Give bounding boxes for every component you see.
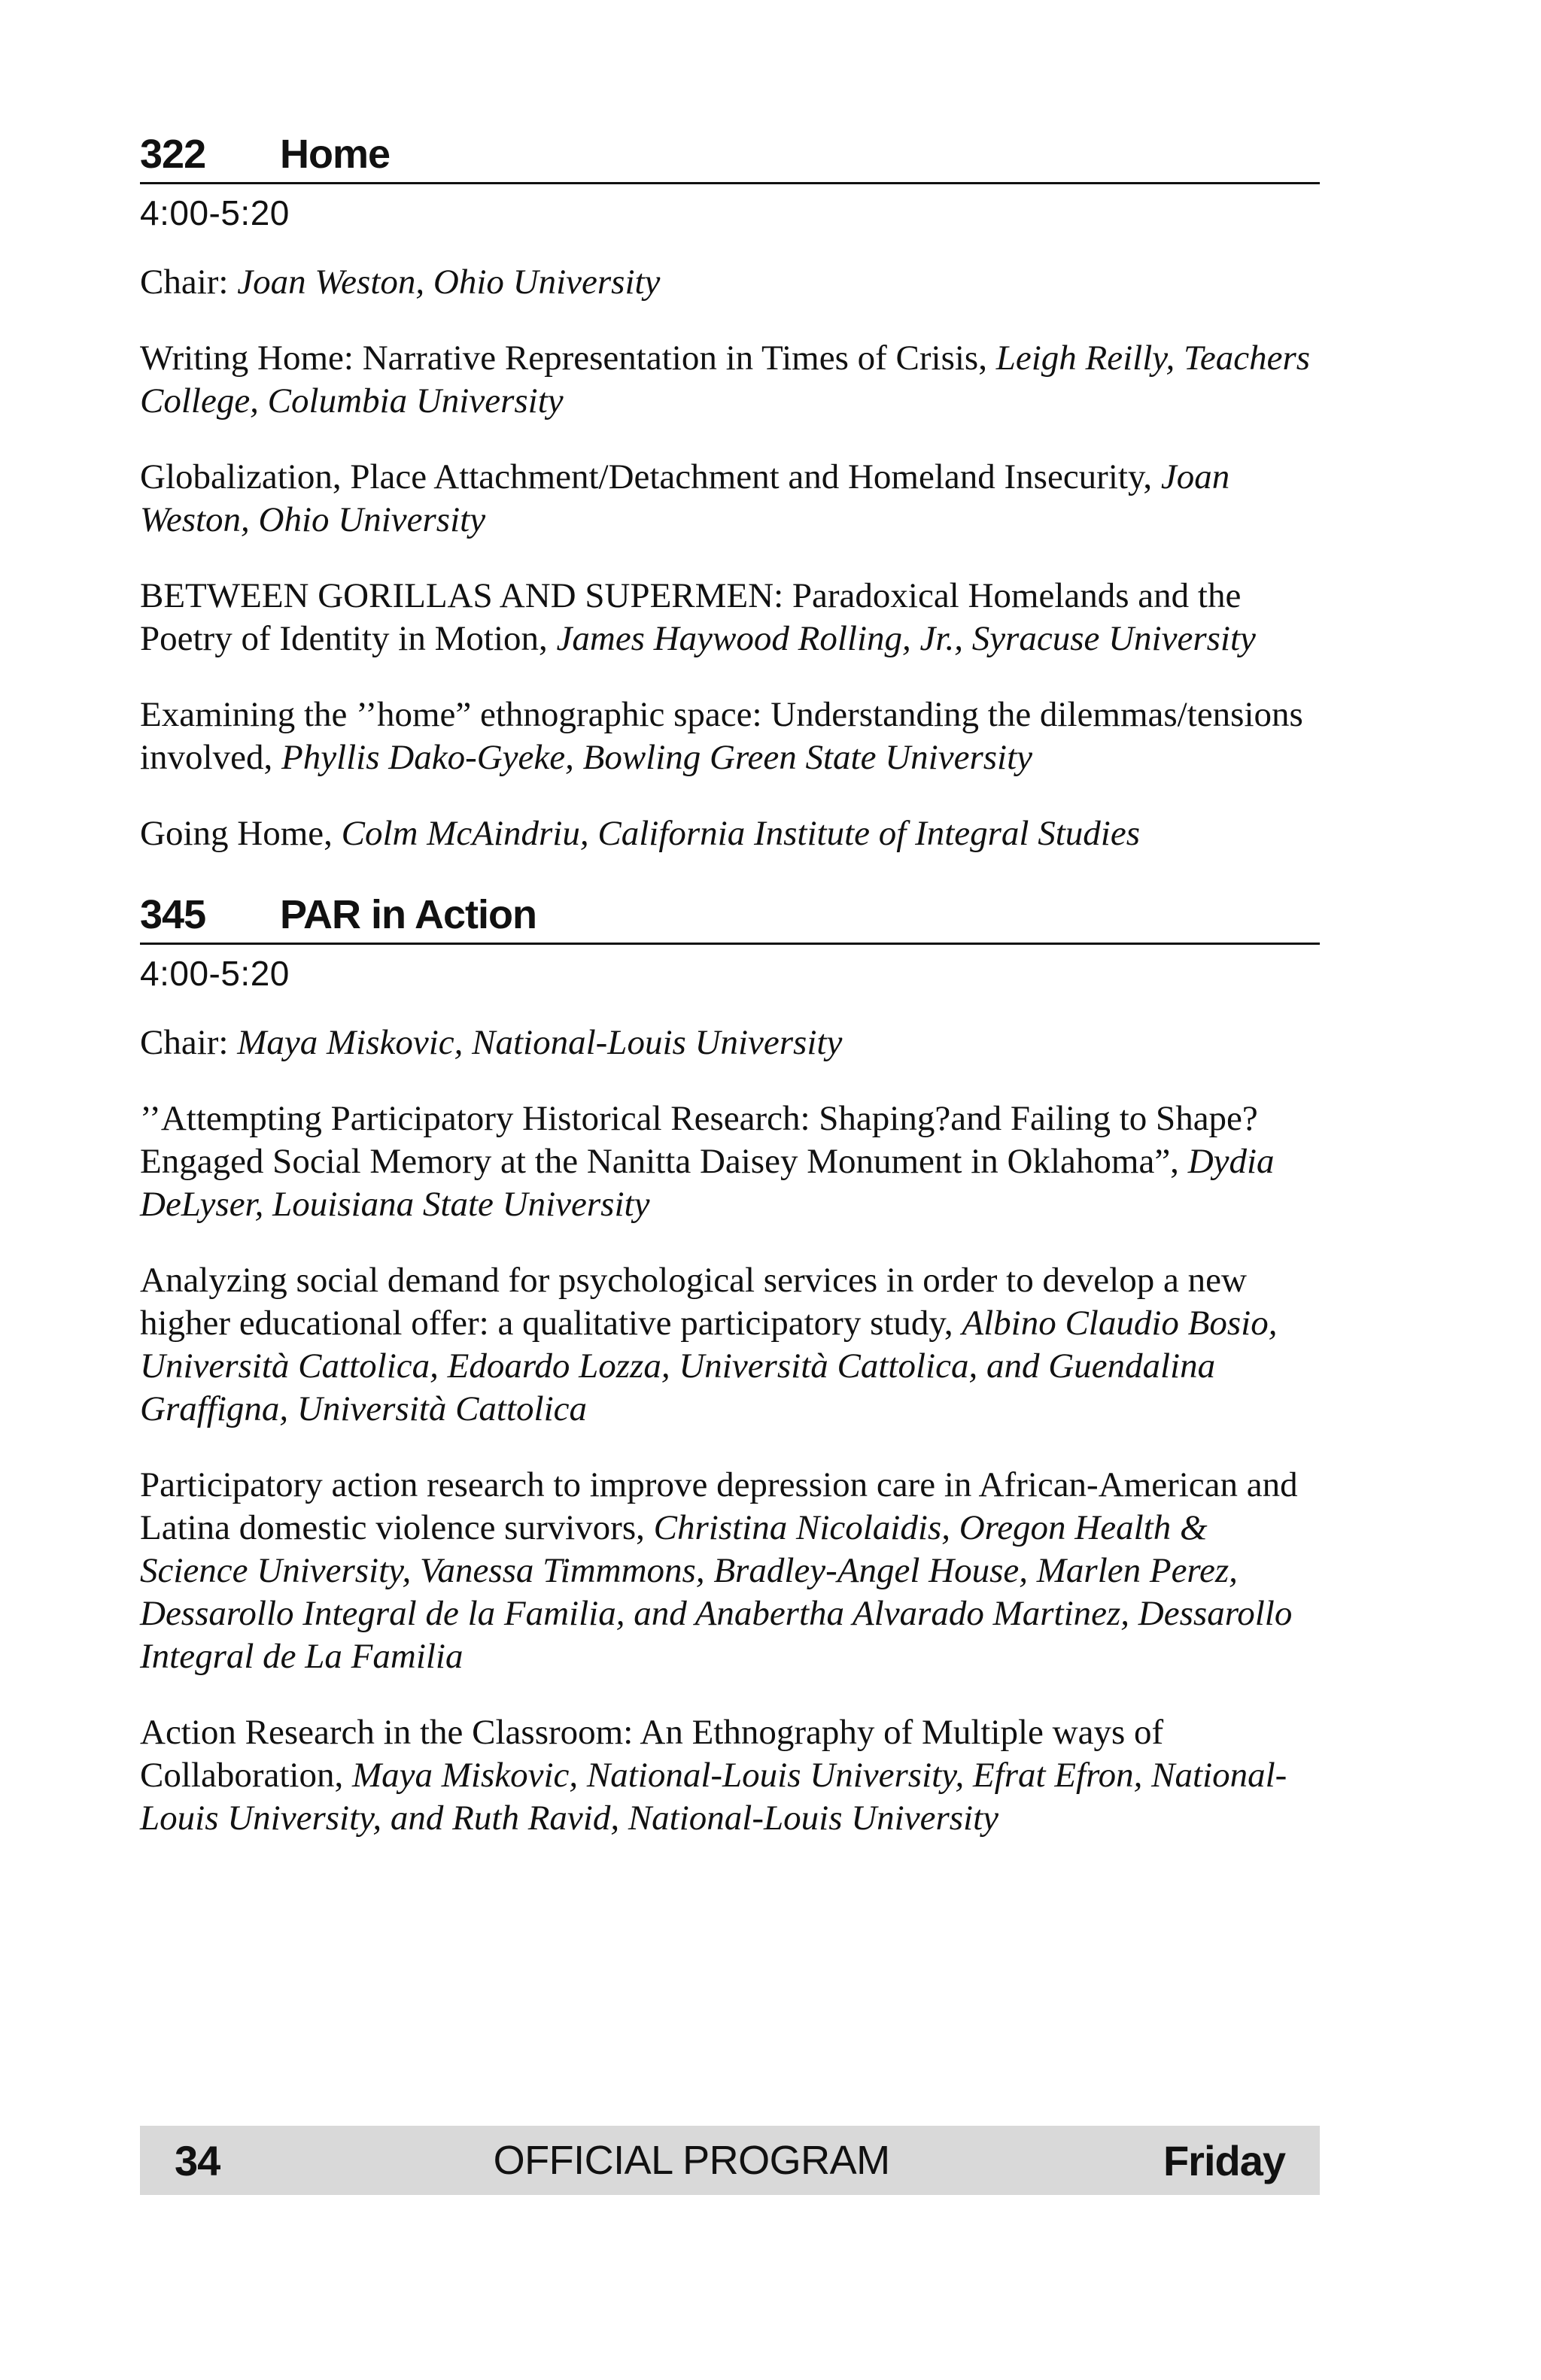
- paper-entry: [140, 1259, 1320, 1431]
- chair-label: Chair:: [140, 1023, 238, 1062]
- session-time: 4:00-5:20: [140, 954, 290, 993]
- paper-entry: [140, 1464, 1320, 1678]
- session-chair: [140, 1022, 1320, 1064]
- paper-title: Analyzing social demand for psychological services in order to develop a new higher educational offer: a qualitative participatory study,: [140, 1261, 1247, 1343]
- page-footer: [140, 2126, 1320, 2195]
- paper-title: BETWEEN GORILLAS AND SUPERMEN: Paradoxical Homelands and the Poetry of Identity in Motion,: [140, 576, 1242, 658]
- paper-title: Writing Home: Narrative Representation in Times of Crisis,: [140, 338, 996, 378]
- session-322: [140, 128, 1320, 855]
- paper-authors: Dydia DeLyser, Louisiana State University: [140, 1142, 1275, 1224]
- session-header: [140, 128, 1320, 184]
- session-number: 322: [140, 132, 206, 177]
- footer-title: OFFICIAL PROGRAM: [493, 2138, 890, 2183]
- chair-name: Joan Weston, Ohio University: [237, 263, 661, 302]
- paper-entry: [140, 1711, 1320, 1840]
- session-number: 345: [140, 892, 206, 937]
- paper-entry: [140, 812, 1320, 855]
- paper-title: Globalization, Place Attachment/Detachment and Homeland Insecurity,: [140, 457, 1161, 496]
- paper-authors: Maya Miskovic, National-Louis University, Efrat Efron, National-Louis University, and Ruth Ravid, National-Louis University: [140, 1756, 1287, 1838]
- session-345: [140, 888, 1320, 1840]
- paper-authors: Albino Claudio Bosio, Università Cattolica, Edoardo Lozza, Università Cattolica, and Guendalina Graffigna, Università Cattolica: [140, 1304, 1278, 1428]
- session-title: Home: [280, 132, 391, 177]
- session-title: PAR in Action: [280, 892, 536, 937]
- page-number: 34: [175, 2136, 220, 2184]
- session-chair: [140, 261, 1320, 304]
- paper-entry: [140, 456, 1320, 542]
- chair-label: Chair:: [140, 263, 238, 302]
- paper-entry: [140, 694, 1320, 779]
- paper-authors: Christina Nicolaidis, Oregon Health & Science University, Vanessa Timmmons, Bradley-Angel House, Marlen Perez, Dessarollo Integral de la Familia, and Anabertha Alvarado Martinez, Dessarollo Integral de La Familia: [140, 1508, 1293, 1676]
- paper-title: Participatory action research to improve depression care in African-American and Latina domestic violence survivors,: [140, 1465, 1298, 1547]
- paper-title: Examining the ’’home” ethnographic space: Understanding the dilemmas/tensions involved,: [140, 695, 1303, 777]
- chair-name: Maya Miskovic, National-Louis University: [237, 1023, 843, 1062]
- paper-authors: Phyllis Dako-Gyeke, Bowling Green State University: [281, 738, 1032, 777]
- program-page: [140, 128, 1320, 1873]
- session-time: 4:00-5:20: [140, 193, 290, 232]
- paper-authors: Colm McAindriu, California Institute of Integral Studies: [341, 814, 1141, 853]
- footer-day: Friday: [1163, 2136, 1285, 2184]
- paper-entry: [140, 1097, 1320, 1226]
- paper-title: Going Home,: [140, 814, 342, 853]
- paper-authors: Joan Weston, Ohio University: [140, 457, 1230, 539]
- paper-entry: [140, 337, 1320, 423]
- paper-authors: Leigh Reilly, Teachers College, Columbia University: [140, 338, 1311, 420]
- paper-entry: [140, 575, 1320, 660]
- paper-authors: James Haywood Rolling, Jr., Syracuse University: [556, 619, 1256, 658]
- paper-title: ’’Attempting Participatory Historical Research: Shaping?and Failing to Shape?Engaged Social Memory at the Nanitta Daisey Monument in Oklahoma”,: [140, 1099, 1258, 1181]
- paper-title: Action Research in the Classroom: An Ethnography of Multiple ways of Collaboration,: [140, 1713, 1164, 1795]
- session-header: [140, 888, 1320, 945]
